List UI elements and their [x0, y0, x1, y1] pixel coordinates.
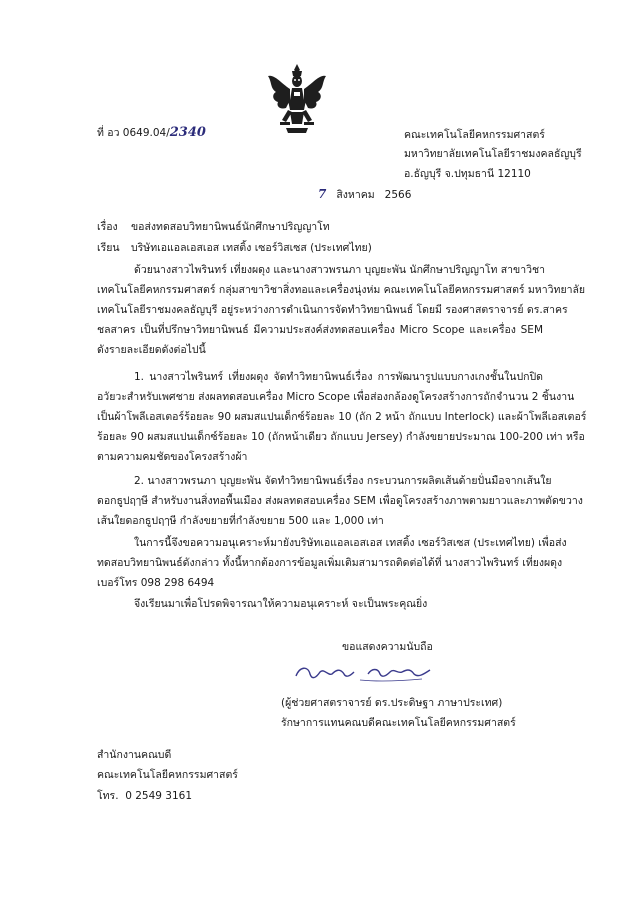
- request-line: เบอร์โทร 098 298 6494: [97, 577, 215, 589]
- footer-office: สำนักงานคณบดี: [97, 749, 172, 761]
- reference-prefix: ที่ อว 0649.04/: [97, 127, 170, 139]
- closing-request: จึงเรียนมาเพื่อโปรดพิจารณาให้ความอนุเคราะห์ จะเป็นพระคุณยิ่ง: [134, 598, 428, 610]
- date-day-handwritten: 7: [318, 187, 327, 201]
- body-line: เทคโนโลยีคหกรรมศาสตร์ กลุ่มสาขาวิชาสิ่งทอและเครื่องนุ่งห่ม คณะเทคโนโลยีคหกรรมศาสตร์ มหาวิทยาลัย: [97, 284, 586, 296]
- item1-line: ตามความคมชัดของโครงสร้างผ้า: [97, 451, 248, 463]
- subject-label: เรื่อง: [97, 221, 118, 233]
- garuda-emblem-icon: [266, 62, 328, 136]
- recipient-label: เรียน: [97, 242, 120, 254]
- item2-line: เส้นใยดอกธูปฤๅษี กำลังขยายที่กำลังขยาย 500 และ 1,000 เท่า: [97, 515, 384, 527]
- body-line: ด้วยนางสาวไพรินทร์ เที่ยงผดุง และนางสาวพรนภา บุญยะพัน นักศึกษาปริญญาโท สาขาวิชา: [134, 264, 546, 276]
- reference-number: [97, 126, 206, 140]
- body-line: ชลสาคร เป็นที่ปรึกษาวิทยานิพนธ์ มีความประสงค์ส่งทดสอบเครื่อง Micro Scope และเครื่อง SEM: [97, 324, 543, 336]
- sender-faculty: คณะเทคโนโลยีคหกรรมศาสตร์: [404, 129, 545, 141]
- body-line: เทคโนโลยีราชมงคลธัญบุรี อยู่ระหว่างการดำเนินการจัดทำวิทยานิพนธ์ โดยมี รองศาสตราจารย์ ดร.สาคร: [97, 304, 568, 316]
- item1-line: ร้อยละ 90 ผสมสแปนเด็กซ์ร้อยละ 10 (ถักหน้าเดียว ถักแบบ Jersey) กำลังขยายประมาณ 100-200 เท่า หรือ: [97, 431, 585, 443]
- sender-address: อ.ธัญบุรี จ.ปทุมธานี 12110: [404, 168, 531, 180]
- request-line: ในการนี้จึงขอความอนุเคราะห์มายังบริษัทเอแอลเอสเอส เทสติ้ง เซอร์วิสเซส (ประเทศไทย) เพื่อส่ง: [134, 537, 567, 549]
- date-month-year: สิงหาคม 2566: [336, 189, 412, 201]
- letter-date: [318, 187, 411, 202]
- sender-university: มหาวิทยาลัยเทคโนโลยีราชมงคลธัญบุรี: [404, 148, 582, 160]
- subject-text: ขอส่งทดสอบวิทยานิพนธ์นักศึกษาปริญญาโท: [131, 221, 330, 233]
- reference-number-handwritten: 2340: [169, 125, 206, 140]
- recipient-text: บริษัทเอแอลเอสเอส เทสติ้ง เซอร์วิสเซส (ประเทศไทย): [131, 242, 372, 254]
- item1-line: อวัยวะสำหรับเพศชาย ส่งผลทดสอบเครื่อง Micro Scope เพื่อส่องกล้องดูโครงสร้างการถักจำนวน 2 ชิ้นงาน: [97, 391, 575, 403]
- handwritten-signature: [290, 660, 440, 686]
- item1-line: 1. นางสาวไพรินทร์ เที่ยงผดุง จัดทำวิทยานิพนธ์เรื่อง การพัฒนารูปแบบกางเกงชั้นในปกปิด: [134, 371, 543, 383]
- salutation: ขอแสดงความนับถือ: [342, 641, 433, 653]
- signer-position: รักษาการแทนคณบดีคณะเทคโนโลยีคหกรรมศาสตร์: [281, 717, 516, 729]
- footer-phone: โทร. 0 2549 3161: [97, 790, 193, 802]
- item2-line: ดอกธูปฤๅษี สำหรับงานสิ่งทอพื้นเมือง ส่งผลทดสอบเครื่อง SEM เพื่อดูโครงสร้างภาพตามยาวและภาพตัดขวาง: [97, 495, 583, 507]
- signer-name: (ผู้ช่วยศาสตราจารย์ ดร.ประดิษฐา ภาษาประเทศ): [281, 697, 503, 709]
- request-line: ทดสอบวิทยานิพนธ์ดังกล่าว ทั้งนี้หากต้องการข้อมูลเพิ่มเติมสามารถติดต่อได้ที่ นางสาวไพรินทร์ เที่ยงผดุง: [97, 557, 563, 569]
- footer-faculty: คณะเทคโนโลยีคหกรรมศาสตร์: [97, 769, 238, 781]
- item1-line: เป็นผ้าโพลีเอสเตอร์ร้อยละ 90 ผสมสแปนเด็กซ์ร้อยละ 10 (ถัก 2 หน้า ถักแบบ Interlock) และผ้าโพลีเอสเตอร์: [97, 411, 587, 423]
- item2-line: 2. นางสาวพรนภา บุญยะพัน จัดทำวิทยานิพนธ์เรื่อง กระบวนการผลิตเส้นด้ายปั่นมือจากเส้นใย: [134, 475, 552, 487]
- body-line: ดังรายละเอียดดังต่อไปนี้: [97, 344, 206, 356]
